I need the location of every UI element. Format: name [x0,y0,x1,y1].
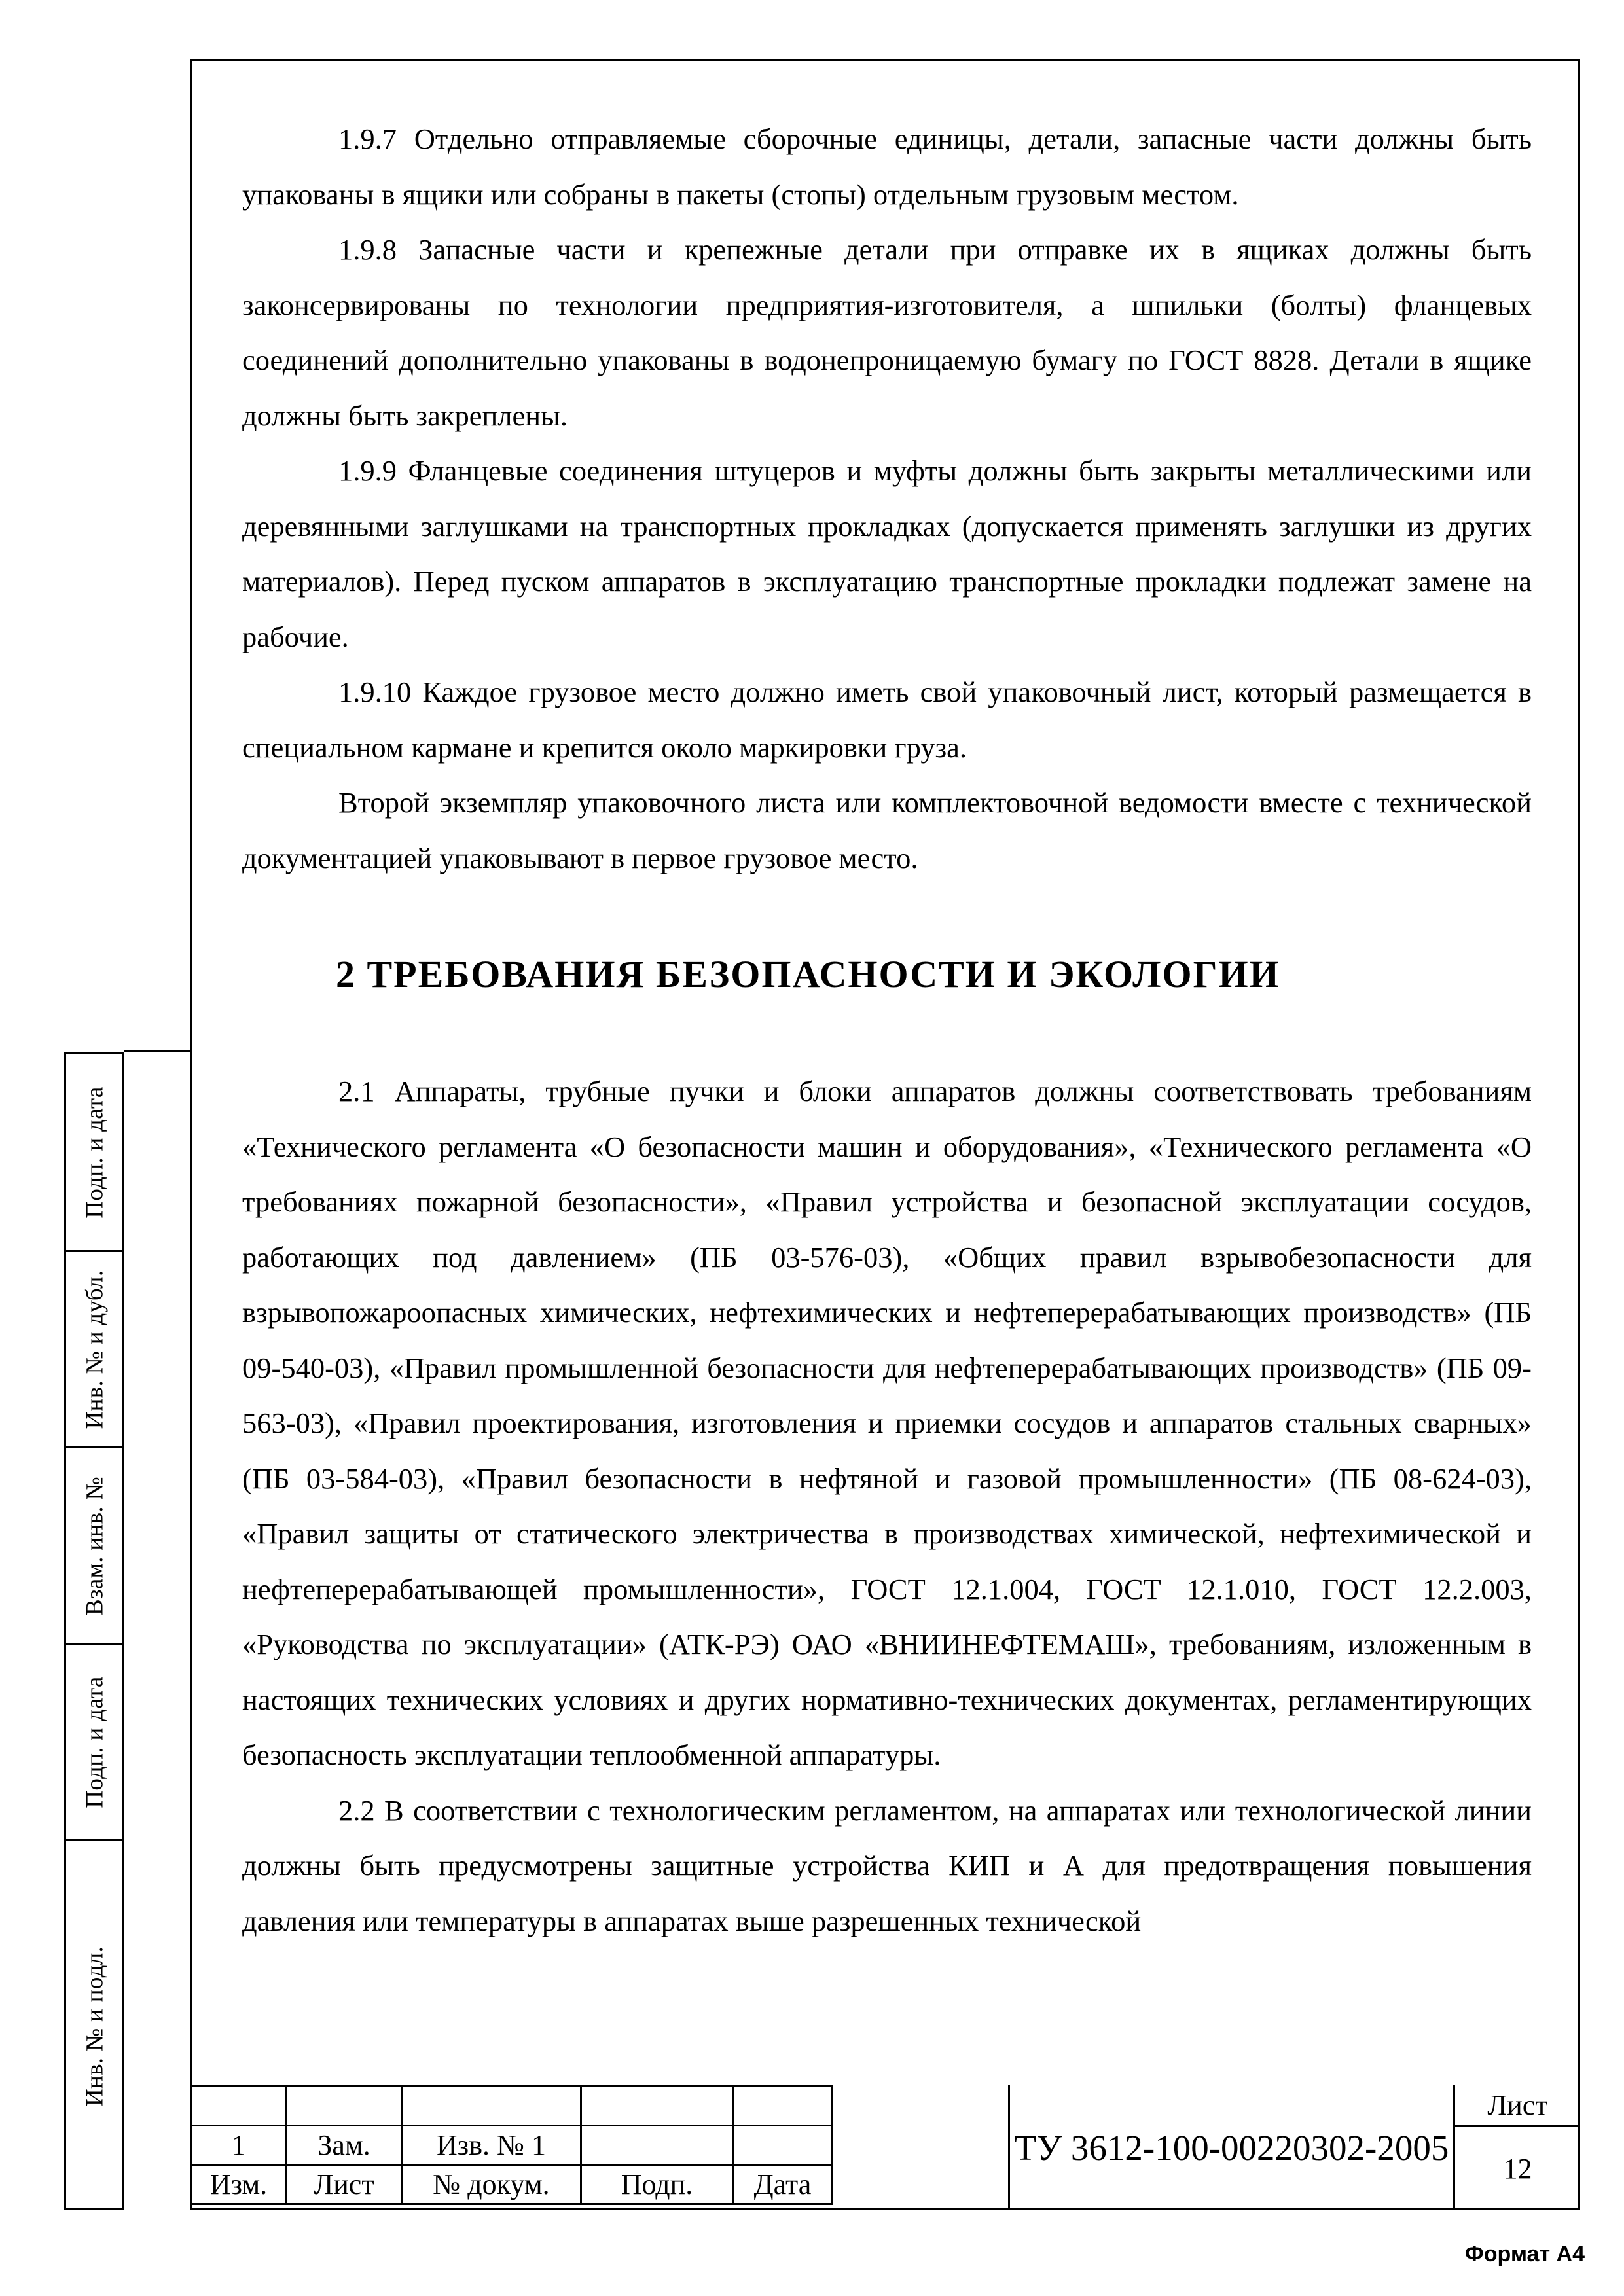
paragraph-1-9-10: 1.9.10 Каждое грузовое место должно иметь свой упаковочный лист, который размещается в специальном кармане и крепится около маркировки груза. [242,675,1532,764]
side-stamp [64,1052,190,2210]
side-label: Инв. № и дубл. [81,1270,109,1429]
change-date [733,2126,833,2165]
table-row [191,2126,833,2165]
sheet-label: Лист [1455,2085,1580,2127]
table-cell [287,2087,402,2126]
table-cell [581,2087,733,2126]
side-cell-dup-inv [66,1252,124,1448]
divider [124,1050,192,1052]
paragraph-2-2: 2.2 В соответствии с технологическим регламентом, на аппаратах или технологической линии должны быть предусмотрены защитные устройства КИП и А для предотвращения повышения давления или температуры в аппаратах выше разрешенных технической [242,1793,1532,1937]
change-type: Зам. [287,2126,402,2165]
change-sign [581,2126,733,2165]
side-label: Инв. № и подл. [81,1946,109,2107]
side-cell-replace-inv [66,1448,124,1645]
header-change: Изм. [191,2165,287,2204]
side-label: Подп. и дата [81,1086,109,1219]
side-stamp-blank [122,1052,190,2210]
table-cell [402,2087,581,2126]
revision-table [190,2085,833,2205]
side-cell-orig-inv [66,1841,124,2212]
table-row [191,2165,833,2204]
title-block [190,2085,1580,2210]
document-code: ТУ 3612-100-00220302-2005 [1014,2127,1449,2168]
format-label: Формат А4 [1464,2242,1585,2267]
header-doc-number: № докум. [402,2165,581,2204]
change-number: 1 [191,2126,287,2165]
document-body [242,111,1532,886]
paragraph-1-9-8: 1.9.8 Запасные части и крепежные детали при отправке их в ящиках должны быть законсервированы по технологии предприятия-изготовителя, а шпильки (болты) фланцевых соединений дополнительно упакованы в водонепроницаемую бумагу по ГОСТ 8828. Детали в ящике должны быть закреплены. [242,233,1532,432]
header-sheet: Лист [287,2165,402,2204]
table-cell [733,2087,833,2126]
header-sign: Подп. [581,2165,733,2204]
paragraph-1-9-9: 1.9.9 Фланцевые соединения штуцеров и муфты должны быть закрыты металлическими или деревянными заглушками на транспортных прокладках (допускается применять заглушки из других материалов). Перед пуском аппаратов в эксплуатацию транспортные прокладки подлежат замене на рабочие. [242,454,1532,653]
section-heading: 2 ТРЕБОВАНИЯ БЕЗОПАСНОСТИ И ЭКОЛОГИИ [336,953,1280,996]
header-date: Дата [733,2165,833,2204]
sheet-cell [1453,2085,1580,2210]
side-label: Взам. инв. № [81,1476,109,1615]
side-cell-sign-date-1 [66,1054,124,1252]
table-row [191,2087,833,2126]
paragraph-1-9-7: 1.9.7 Отдельно отправляемые сборочные единицы, детали, запасные части должны быть упакованы в ящики или собраны в пакеты (стопы) отдельным грузовым местом. [242,122,1532,211]
side-stamp-labels [64,1052,122,2210]
document-code-cell [1008,2085,1453,2210]
table-cell [191,2087,287,2126]
section-body [242,1064,1532,1948]
sheet-number: 12 [1503,2152,1532,2185]
side-cell-sign-date-2 [66,1645,124,1841]
change-notice: Изв. № 1 [402,2126,581,2165]
paragraph-2-1: 2.1 Аппараты, трубные пучки и блоки аппаратов должны соответствовать требованиям «Технического регламента «О безопасности машин и оборудования», «Технического регламента «О требованиях пожарной безопасности», «Правил устройства и безопасной эксплуатации сосудов, работающих под давлением» (ПБ 03-576-03), «Общих правил взрывобезопасности для взрывопожароопасных химических, нефтехимических и нефтеперерабатывающих производств» (ПБ 09-540-03), «Правил промышленной безопасности для нефтеперерабатывающих производств» (ПБ 09-563-03), «Правил проектирования, изготовления и приемки сосудов и аппаратов стальных сварных» (ПБ 03-584-03), «Правил безопасности в нефтяной и газовой промышленности» (ПБ 08-624-03), «Правил защиты от статического электричества в производствах химической, нефтехимической и нефтеперерабатывающей промышленности», ГОСТ 12.1.004, ГОСТ 12.1.010, ГОСТ 12.2.003, «Руководства по эксплуатации» (АТК-РЭ) ОАО «ВНИИНЕФТЕМАШ», требованиям, изложенным в настоящих технических условиях и других нормативно-технических документах, регламентирующих безопасность эксплуатации теплообменной аппаратуры. [242,1075,1532,1771]
side-label: Подп. и дата [81,1676,109,1808]
paragraph-second-copy: Второй экземпляр упаковочного листа или комплектовочной ведомости вместе с технической документацией упаковывают в первое грузовое место. [242,786,1532,874]
